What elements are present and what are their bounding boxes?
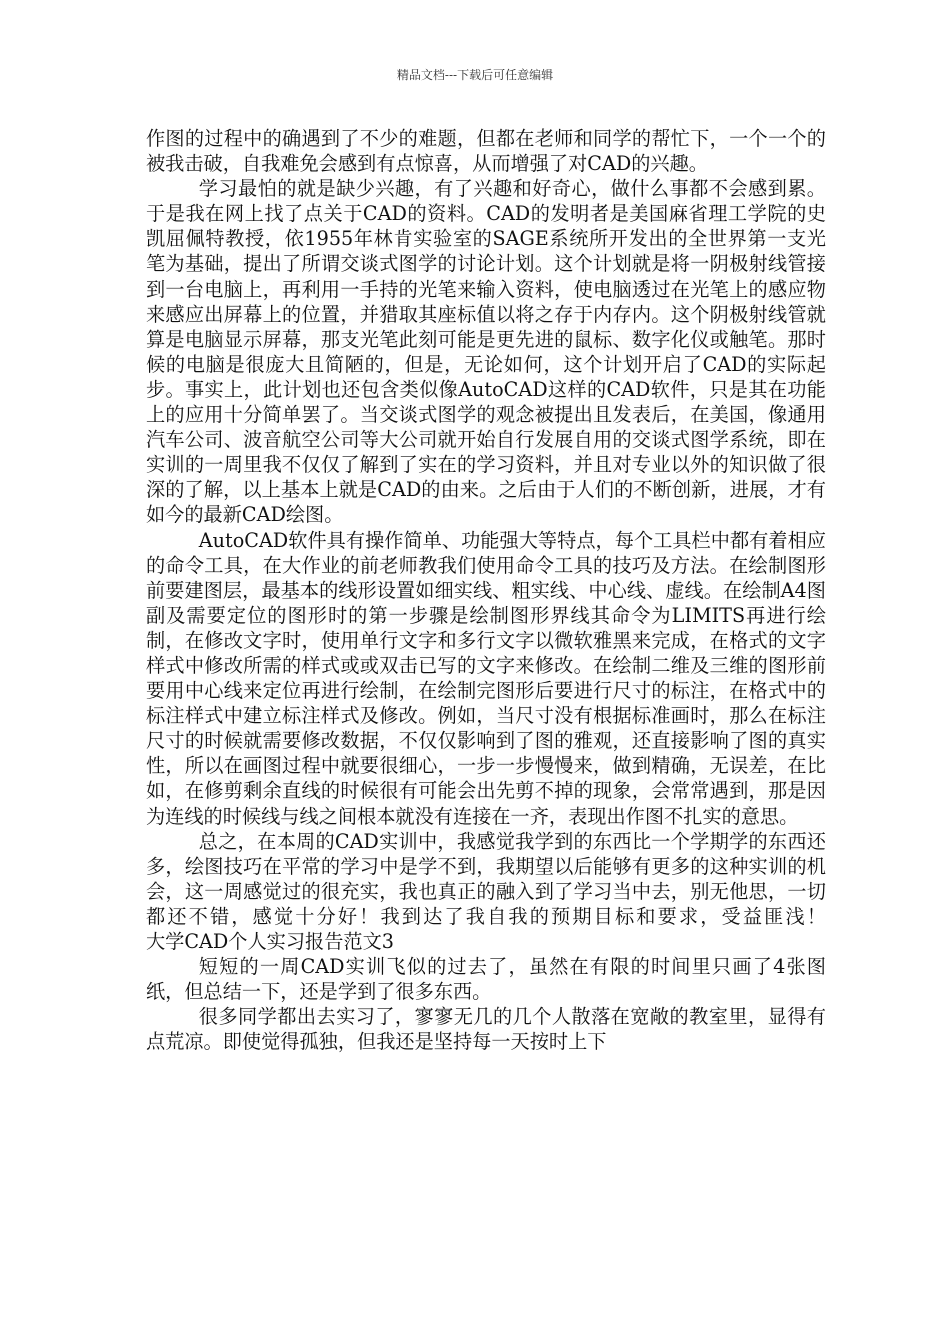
page-header: 精品文档---下载后可任意编辑 xyxy=(396,68,554,82)
paragraph-4: 总之，在本周的CAD实训中，我感觉我学到的东西比一个学期学的东西还多，绘图技巧在平常的学习中是学不到，我期望以后能够有更多的这种实训的机会，这一周感觉过的很充实，我也真正的融入到了学习当中去，别无他思，一切都还不错，感觉十分好！我到达了我自我的预期目标和要求，受益匪浅！ 大学CAD个人实习报告范文3 xyxy=(146,829,884,953)
paragraph-1: 作图的过程中的确遇到了不少的难题，但都在老师和同学的帮忙下，一个一个的被我击破，自我难免会感到有点惊喜，从而增强了对CAD的兴趣。 xyxy=(146,127,826,176)
document-body xyxy=(146,126,884,1054)
paragraph-5: 短短的一周CAD实训飞似的过去了，虽然在有限的时间里只画了4张图纸，但总结一下，还是学到了很多东西。 xyxy=(146,955,826,1004)
paragraph-6: 很多同学都出去实习了，寥寥无几的几个人散落在宽敞的教室里，显得有点荒凉。即使觉得孤独，但我还是坚持每一天按时上下 xyxy=(146,1005,826,1054)
paragraph-3: AutoCAD软件具有操作简单、功能强大等特点，每个工具栏中都有着相应的命令工具，在大作业的前老师教我们使用命令工具的技巧及方法。在绘制图形前要建图层，最基本的线形设置如细实线、粗实线、中心线、虚线。在绘制A4图副及需要定位的图形时的第一步骤是绘制图形界线其命令为LIMITS再进行绘制，在修改文字时，使用单行文字和多行文字以微软雅黑来完成，在格式的文字样式中修改所需的样式或或双击已写的文字来修改。在绘制二维及三维的图形前要用中心线来定位再进行绘制，在绘制完图形后要进行尺寸的标注，在格式中的标注样式中建立标注样式及修改。例如，当尺寸没有根据标准画时，那么在标注尺寸的时候就需要修改数据，不仅仅影响到了图的雅观，还直接影响了图的真实性，所以在画图过程中就要很细心，一步一步慢慢来，做到精确，无误差，在比如，在修剪剩余直线的时候很有可能会出先剪不掉的现象，会常常遇到，那是因为连线的时候线与线之间根本就没有连接在一齐，表现出作图不扎实的意思。 xyxy=(146,528,826,828)
paragraph-2: 学习最怕的就是缺少兴趣，有了兴趣和好奇心，做什么事都不会感到累。于是我在网上找了点关于CAD的资料。CAD的发明者是美国麻省理工学院的史凯屈佩特教授，依1955年林肯实验室的SAGE系统所开发出的全世界第一支光笔为基础，提出了所谓交谈式图学的讨论计划。这个计划就是将一阴极射线管接到一台电脑上，再利用一手持的光笔来输入资料，使电脑透过在光笔上的感应物来感应出屏幕上的位置，并猎取其座标值以将之存于内存内。这个阴极射线管就算是电脑显示屏幕，那支光笔此刻可能是更先进的鼠标、数字化仪或触笔。那时候的电脑是很庞大且简陋的，但是，无论如何，这个计划开启了CAD的实际起步。事实上，此计划也还包含类似像AutoCAD这样的CAD软件，只是其在功能上的应用十分简单罢了。当交谈式图学的观念被提出且发表后，在美国，像通用汽车公司、波音航空公司等大公司就开始自行发展自用的交谈式图学系统，即在实训的一周里我不仅仅了解到了实在的学习资料，并且对专业以外的知识做了很深的了解，以上基本上就是CAD的由来。之后由于人们的不断创新，进展，才有如今的最新CAD绘图。 xyxy=(146,177,826,527)
